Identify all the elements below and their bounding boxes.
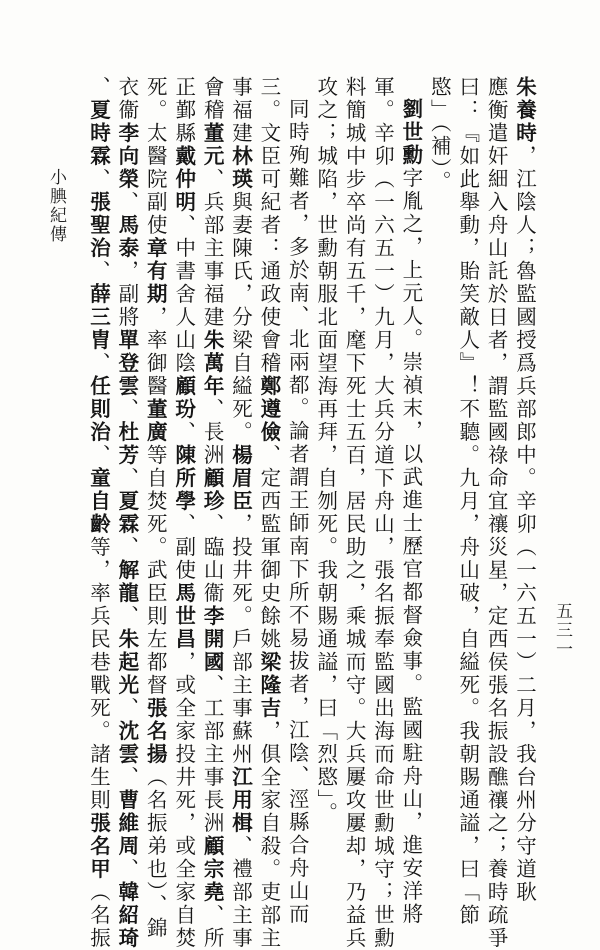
person-name: 江用楫: [228, 766, 253, 835]
person-name: 陳所學: [171, 444, 196, 513]
text-run: 攻之；城陷，世勳朝服北面望海再拜，自刎死。我朝賜通謚，曰「烈愍」。: [313, 76, 338, 825]
person-name: 單登雲: [114, 329, 139, 398]
running-title: 小腆紀傳: [46, 168, 66, 244]
text-run: 、: [86, 168, 111, 191]
text-column: [202, 76, 223, 950]
person-name: 薛三胄: [86, 283, 111, 352]
text-column: [258, 76, 279, 950]
text-column: [457, 76, 478, 927]
text-run: 、臨山衞: [200, 513, 225, 605]
person-name: 任則治: [86, 375, 111, 444]
text-run: 、所: [200, 904, 225, 950]
text-run: 、工部主事長洲: [200, 674, 225, 835]
text-column: [116, 76, 137, 950]
text-run: （名振弟也）、錦: [143, 766, 168, 940]
text-column: [173, 76, 194, 950]
text-column: [315, 76, 336, 825]
text-run: 、: [86, 444, 111, 467]
person-name: 劉世勳: [398, 98, 423, 167]
text-run: 、: [114, 467, 139, 490]
person-name: 顧宗堯: [200, 835, 225, 904]
person-name: 夏時霖: [86, 99, 111, 168]
person-name: 章有期: [143, 237, 168, 306]
text-run: ，率御醫: [143, 306, 168, 398]
person-name: 杜芳: [114, 421, 139, 467]
text-run: 衣衞: [114, 76, 139, 122]
person-name: 童自齡: [86, 467, 111, 536]
person-name: 張名甲: [86, 812, 111, 881]
text-run: 、: [114, 398, 139, 421]
text-run: 事福建: [228, 76, 253, 145]
text-run: ，副將: [114, 260, 139, 329]
text-run: ，投井死。戶部主事蘇州: [228, 513, 253, 766]
text-column: [88, 76, 109, 950]
text-column: [486, 76, 507, 950]
text-run: 、: [114, 766, 139, 789]
person-name: 李開國: [200, 605, 225, 674]
text-run: 、: [86, 260, 111, 283]
text-run: 、中書舍人山陰: [171, 214, 196, 375]
person-name: 朱萬年: [200, 329, 225, 398]
text-run: 、: [114, 605, 139, 628]
person-name: 馬泰: [114, 214, 139, 260]
person-name: 解龍: [114, 559, 139, 605]
person-name: 朱養時: [512, 76, 537, 145]
text-run: 、: [171, 421, 196, 444]
text-run: 、: [114, 697, 139, 720]
person-name: 楊眉臣: [228, 444, 253, 513]
text-run: ，俱全家自殺。吏部主: [256, 720, 281, 950]
text-run: 等自焚死。武臣則左都督: [143, 444, 168, 697]
text-run: 同時殉難者，多於南、北兩都。論者謂王師南下所不易拔者，江陰、涇縣合舟山而: [285, 98, 310, 926]
text-column: [429, 76, 450, 194]
person-name: 顧玢: [171, 375, 196, 421]
person-name: 林瑛: [228, 145, 253, 191]
person-name: 梁隆吉: [256, 651, 281, 720]
person-name: 董廣: [143, 398, 168, 444]
person-name: 張聖治: [86, 191, 111, 260]
text-run: 曰：『如此舉動，貽笑敵人』！不聽。九月，舟山破，自縊死。我朝賜通謚，曰「節: [455, 76, 480, 927]
text-run: 、: [114, 858, 139, 881]
person-name: 韓紹琦: [114, 881, 139, 950]
person-name: 曹維周: [114, 789, 139, 858]
person-name: 朱起光: [114, 628, 139, 697]
text-run: 應衡遣奸細入舟山託於日者，謂監國祿命宜禳災星，定西侯張名振設醮禳之；養時疏爭: [484, 76, 509, 950]
text-run: 、定西監軍御史餘姚: [256, 444, 281, 651]
text-run: 軍。辛卯（一六五一）九月，大兵分道下舟山，張名振奉監國出海而命世勳城守；世勳: [370, 76, 395, 950]
text-column: [514, 76, 535, 904]
text-run: 愍」（補）。: [427, 76, 452, 194]
person-name: 戴仲明: [171, 145, 196, 214]
text-run: 、: [114, 536, 139, 559]
person-name: 馬世昌: [171, 582, 196, 651]
person-name: 董元: [200, 122, 225, 168]
text-run: （名振: [86, 881, 111, 950]
text-run: 與妻陳氏，分梁自縊死。: [228, 191, 253, 444]
text-run: 會稽: [200, 76, 225, 122]
text-run: 、長洲: [200, 398, 225, 467]
person-name: 顧珍: [200, 467, 225, 513]
text-run: ，或全家投井死，或全家自焚: [171, 651, 196, 950]
text-run: 、副使: [171, 513, 196, 582]
person-name: 鄭遵儉: [256, 375, 281, 444]
text-run: 字胤之，上元人。崇禎末，以武進士歷官都督僉事。監國駐舟山，進安洋將: [398, 167, 423, 926]
text-run: 等，率兵民巷戰死。諸生則: [86, 536, 111, 812]
text-run: 、: [86, 352, 111, 375]
text-run: ，江陰人；魯監國授爲兵部郎中。辛卯（一六五一）二月，我台州分守道耿: [512, 145, 537, 904]
text-column: [145, 76, 166, 940]
person-name: 沈雲: [114, 720, 139, 766]
text-run: 三。文臣可紀者：通政使會稽: [256, 76, 281, 375]
person-name: 張名揚: [143, 697, 168, 766]
text-run: 料簡城中步卒尚有五千，麾下死士五百，居民助之，乘城而守。大兵屢攻屢却，乃益兵: [342, 76, 367, 950]
text-run: 、: [86, 76, 111, 99]
text-run: 、兵部主事福建: [200, 168, 225, 329]
text-run: 正鄞縣: [171, 76, 196, 145]
text-column: [287, 98, 308, 926]
page-number: 五三一: [552, 602, 572, 659]
text-run: 、禮部主事: [228, 835, 253, 950]
text-column: [400, 98, 421, 926]
person-name: 夏霖: [114, 490, 139, 536]
text-run: 死。太醫院副使: [143, 76, 168, 237]
text-column: [372, 76, 393, 950]
person-name: 李向榮: [114, 122, 139, 191]
text-column: [344, 76, 365, 950]
text-column: [230, 76, 251, 950]
text-run: 、: [114, 191, 139, 214]
